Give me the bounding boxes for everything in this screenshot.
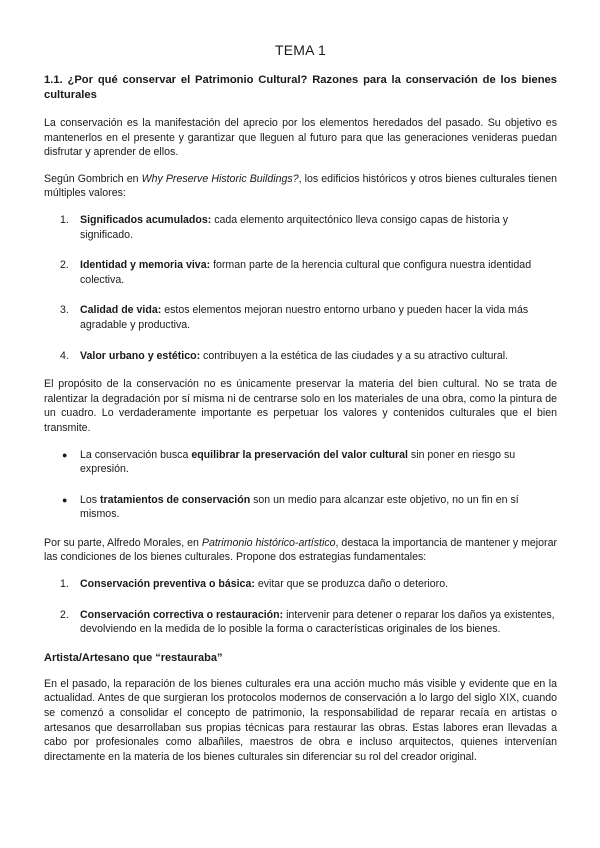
gombrich-work-title: Why Preserve Historic Buildings? bbox=[141, 172, 299, 185]
list-item-term: Conservación correctiva o restauración: bbox=[80, 608, 284, 621]
values-list bbox=[44, 213, 557, 363]
list-item-term: Significados acumulados: bbox=[80, 213, 212, 226]
list-item-text: cada elemento arquitectónico lleva consigo capas de historia y significado. bbox=[80, 213, 509, 241]
list-number: 1. bbox=[60, 213, 69, 226]
morales-text-after: , destaca la importancia de mantener y mejorar las condiciones de los bienes culturales. Propone dos estrategias fundamentales: bbox=[44, 536, 557, 564]
bullet-text-bold: tratamientos de conservación bbox=[100, 493, 251, 506]
document-page bbox=[44, 42, 557, 776]
intro-paragraph: La conservación es la manifestación del aprecio por los elementos heredados del pasado. Su objetivo es mantenerlos en el presente y garantizar que lleguen al futuro para que las generaciones venideras puedan disfrutar y aprender de ellos. bbox=[44, 117, 557, 159]
morales-work-title: Patrimonio histórico-artístico bbox=[201, 536, 336, 549]
list-number: 3. bbox=[60, 304, 69, 317]
gombrich-paragraph bbox=[44, 172, 557, 201]
list-item-term: Identidad y memoria viva: bbox=[80, 259, 211, 272]
gombrich-text-after: , los edificios históricos y otros bienes culturales tienen múltiples valores: bbox=[44, 172, 557, 200]
list-item-text: contribuyen a la estética de las ciudades y a su atractivo cultural. bbox=[200, 349, 509, 362]
list-item-term: Conservación preventiva o básica: bbox=[80, 578, 255, 591]
list-item bbox=[44, 213, 557, 242]
subsection-heading: Artista/Artesano que “restauraba” bbox=[44, 651, 223, 664]
page-title: TEMA 1 bbox=[275, 42, 326, 58]
morales-paragraph bbox=[44, 536, 557, 565]
bullet-icon: ● bbox=[62, 449, 68, 460]
bullet-text-before: Los bbox=[80, 493, 101, 506]
final-paragraph: En el pasado, la reparación de los bienes culturales era una acción mucho más visible y evidente que en la actualidad. Antes de que surgieran los protocolos modernos de conservación a lo largo del siglo XIX, cuando se comenzó a consolidar el concepto de patrimonio, la responsabilidad de reparar recaía en artistas o artesanos que desarrollaban sus propias técnicas para restaurar las obras. Estas labores eran llevadas a cabo por profesionales como albañiles, maestros de obra e incluso arquitectos, quienes intervenían directamente en la materia de los bienes culturales sin diferenciar su rol del creador original. bbox=[44, 677, 557, 763]
list-item bbox=[44, 448, 557, 477]
list-item-text: evitar que se produzca daño o deterioro. bbox=[254, 578, 449, 591]
list-item bbox=[44, 349, 557, 364]
list-item-text: intervenir para detener o reparar los daños ya existentes, devolviendo en la medida de lo posible la forma o características originales de los bienes. bbox=[80, 608, 555, 636]
list-item bbox=[44, 577, 557, 592]
list-item-term: Calidad de vida: bbox=[80, 304, 162, 317]
list-item-text: forman parte de la herencia cultural que configura nuestra identidad colectiva. bbox=[80, 259, 532, 286]
bullet-text-before: La conservación busca bbox=[80, 448, 192, 461]
list-number: 4. bbox=[60, 349, 69, 362]
bullet-text-after: son un medio para alcanzar este objetivo, no un fin en sí mismos. bbox=[80, 493, 519, 521]
strategies-list bbox=[44, 577, 557, 637]
list-number: 2. bbox=[60, 259, 69, 272]
bullet-text-after: sin poner en riesgo su expresión. bbox=[80, 448, 516, 476]
morales-text-before: Por su parte, Alfredo Morales, en bbox=[44, 536, 202, 549]
list-item-text: estos elementos mejoran nuestro entorno urbano y pueden hacer la vida más agradable y productiva. bbox=[80, 304, 529, 331]
list-item bbox=[44, 608, 557, 637]
list-number: 1. bbox=[60, 578, 69, 591]
section-heading: 1.1. ¿Por qué conservar el Patrimonio Cultural? Razones para la conservación de los bienes culturales bbox=[44, 74, 557, 101]
list-item bbox=[44, 493, 557, 522]
list-item bbox=[44, 303, 557, 332]
bullet-text-bold: equilibrar la preservación del valor cultural bbox=[191, 448, 408, 461]
list-number: 2. bbox=[60, 608, 69, 621]
list-item-term: Valor urbano y estético: bbox=[80, 349, 201, 362]
list-item bbox=[44, 258, 557, 287]
purpose-paragraph: El propósito de la conservación no es únicamente preservar la materia del bien cultural. No se trata de ralentizar la degradación por sí misma ni de centrarse solo en los materiales de una obra, como la pintura de un cuadro. Lo verdaderamente importante es perpetuar los valores y contenidos culturales que el bien transmite. bbox=[44, 378, 557, 434]
gombrich-text-before: Según Gombrich en bbox=[44, 172, 142, 185]
conservation-bullets bbox=[44, 448, 557, 522]
bullet-icon: ● bbox=[62, 494, 68, 505]
